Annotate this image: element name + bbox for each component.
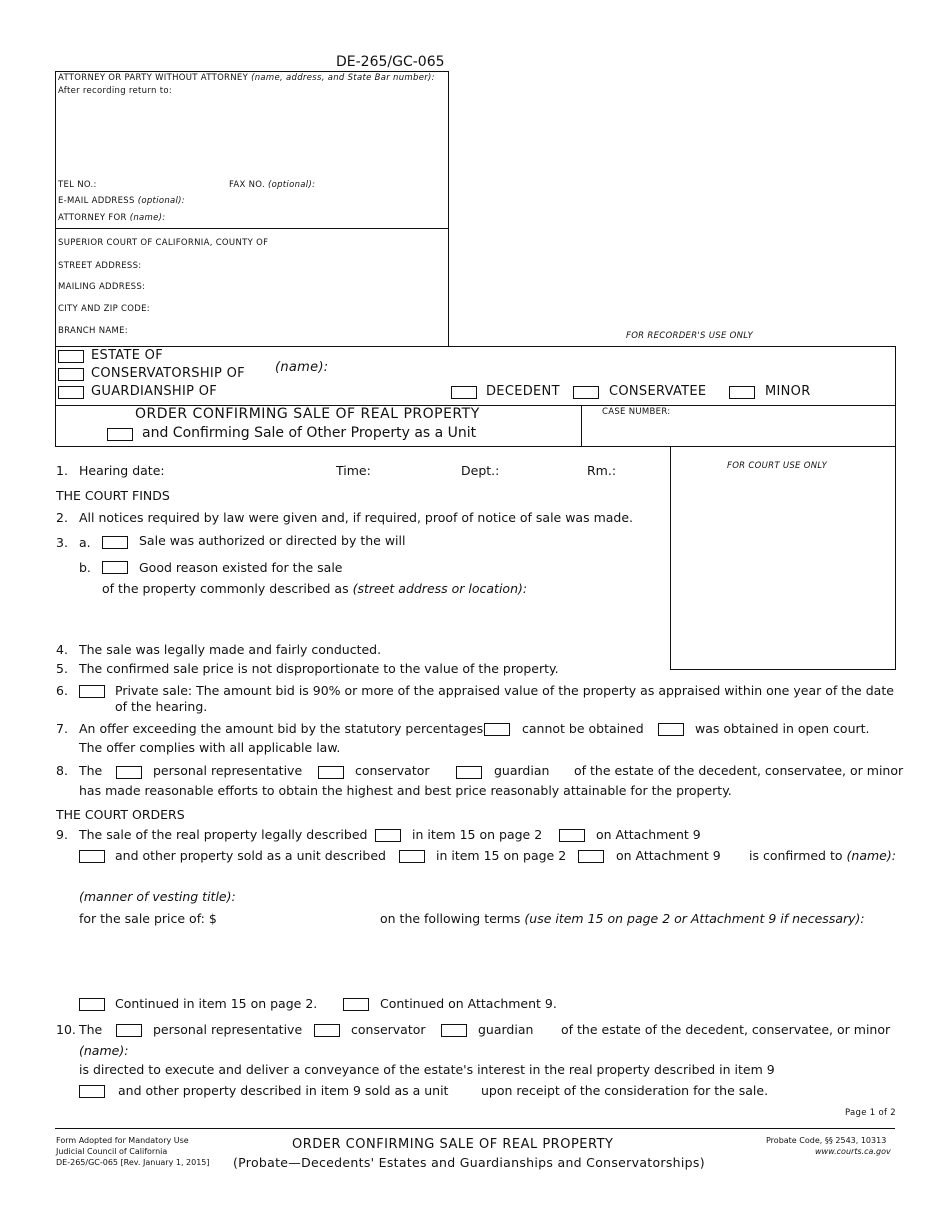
item-8-guardian-checkbox[interactable] xyxy=(456,766,482,779)
item-number: 10. xyxy=(56,1022,76,1037)
item-number: 8. xyxy=(56,763,68,778)
other-attachment-checkbox[interactable] xyxy=(578,850,604,863)
item-10-name-label: (name): xyxy=(79,1043,129,1058)
continued-attachment-checkbox[interactable] xyxy=(343,998,369,1011)
guardianship-of-checkbox[interactable] xyxy=(58,386,84,399)
footer-probate-code: Probate Code, §§ 2543, 10313 xyxy=(766,1136,887,1145)
item-5-text: The confirmed sale price is not disproportionate to the value of the property. xyxy=(79,661,559,676)
item-2-text: All notices required by law were given and, if required, proof of notice of sale was made. xyxy=(79,510,634,525)
continued-attachment-label: Continued on Attachment 9. xyxy=(380,996,557,1011)
hearing-date-label: Hearing date: xyxy=(79,463,165,478)
item-3a-letter: a. xyxy=(79,535,91,550)
item-10-guardian-checkbox[interactable] xyxy=(441,1024,467,1037)
decedent-checkbox[interactable] xyxy=(451,386,477,399)
room-label: Rm.: xyxy=(587,463,617,478)
conservatee-label: CONSERVATEE xyxy=(609,384,707,399)
item-7-text-cont: The offer complies with all applicable law. xyxy=(79,740,341,755)
case-number-label: CASE NUMBER: xyxy=(602,407,671,417)
item-3b-text: Good reason existed for the sale xyxy=(139,560,343,575)
other-in-item-15-checkbox[interactable] xyxy=(399,850,425,863)
item-3b-checkbox[interactable] xyxy=(102,561,128,574)
other-in-item-15-label: in item 15 on page 2 xyxy=(436,848,567,863)
item-number: 3. xyxy=(56,535,68,550)
other-property-checkbox[interactable] xyxy=(79,850,105,863)
item-9-text: The sale of the real property legally described xyxy=(79,827,368,842)
continued-item-15-label: Continued in item 15 on page 2. xyxy=(115,996,318,1011)
estate-of-label: ESTATE OF xyxy=(91,348,163,363)
email-label: E-MAIL ADDRESS (optional): xyxy=(58,196,185,206)
item-number: 1. xyxy=(56,463,68,478)
item-number: 2. xyxy=(56,510,68,525)
item-10-text: of the estate of the decedent, conservatee, or minor xyxy=(561,1022,891,1037)
minor-label: MINOR xyxy=(765,384,811,399)
item-9-attachment-label: on Attachment 9 xyxy=(596,827,701,842)
fax-label: FAX NO. (optional): xyxy=(229,180,316,190)
estate-of-checkbox[interactable] xyxy=(58,350,84,363)
court-use-label: FOR COURT USE ONLY xyxy=(727,461,828,471)
item-10-guardian-label: guardian xyxy=(478,1022,534,1037)
item-3a-text: Sale was authorized or directed by the will xyxy=(139,533,406,548)
decedent-label: DECEDENT xyxy=(486,384,560,399)
item-9-in-item-15-label: in item 15 on page 2 xyxy=(412,827,543,842)
sale-price-label: for the sale price of: $ xyxy=(79,911,217,926)
form-number: DE-265/GC-065 xyxy=(336,54,445,70)
footer-subtitle: (Probate—Decedents' Estates and Guardianships and Conservatorships) xyxy=(233,1155,705,1170)
obtained-open-court-checkbox[interactable] xyxy=(658,723,684,736)
private-sale-checkbox[interactable] xyxy=(79,685,105,698)
item-number: 6. xyxy=(56,683,68,698)
item-9-in-item-15-checkbox[interactable] xyxy=(375,829,401,842)
footer-adopted: Form Adopted for Mandatory Use xyxy=(56,1136,189,1145)
item-9-attachment-checkbox[interactable] xyxy=(559,829,585,842)
item-8-conservator-label: conservator xyxy=(355,763,430,778)
item-number: 5. xyxy=(56,661,68,676)
footer-website: www.courts.ca.gov xyxy=(815,1147,891,1156)
item-number: 7. xyxy=(56,721,68,736)
item-6-text-cont: of the hearing. xyxy=(115,699,208,714)
city-zip-label: CITY AND ZIP CODE: xyxy=(58,304,150,314)
item-10-the: The xyxy=(79,1022,103,1037)
conservatee-checkbox[interactable] xyxy=(573,386,599,399)
attorney-header: ATTORNEY OR PARTY WITHOUT ATTORNEY (name, address, and State Bar number): xyxy=(58,73,435,83)
obtained-open-court-label: was obtained in open court. xyxy=(695,721,870,736)
cannot-be-obtained-checkbox[interactable] xyxy=(484,723,510,736)
item-number: 9. xyxy=(56,827,68,842)
item-10-conservator-checkbox[interactable] xyxy=(314,1024,340,1037)
item-8-personal-rep-label: personal representative xyxy=(153,763,303,778)
court-use-box xyxy=(670,446,896,670)
item-8-guardian-label: guardian xyxy=(494,763,550,778)
item-6-text: Private sale: The amount bid is 90% or more of the appraised value of the property as appraised within one year of the date xyxy=(115,683,894,698)
footer-title: ORDER CONFIRMING SALE OF REAL PROPERTY xyxy=(292,1137,614,1152)
court-orders-heading: THE COURT ORDERS xyxy=(56,807,185,822)
item-3a-checkbox[interactable] xyxy=(102,536,128,549)
item-8-personal-rep-checkbox[interactable] xyxy=(116,766,142,779)
item-10-other-property-label: and other property described in item 9 sold as a unit xyxy=(118,1083,449,1098)
property-description-label: of the property commonly described as (street address or location): xyxy=(102,581,528,596)
attorney-for-label: ATTORNEY FOR (name): xyxy=(58,213,166,223)
page-number: Page 1 of 2 xyxy=(845,1108,896,1118)
item-10-personal-rep-checkbox[interactable] xyxy=(116,1024,142,1037)
item-10-consideration-text: upon receipt of the consideration for the sale. xyxy=(481,1083,769,1098)
form-subtitle: and Confirming Sale of Other Property as a Unit xyxy=(142,425,477,441)
terms-label: on the following terms (use item 15 on page 2 or Attachment 9 if necessary): xyxy=(380,911,865,926)
other-property-label: and other property sold as a unit described xyxy=(115,848,386,863)
item-10-other-property-checkbox[interactable] xyxy=(79,1085,105,1098)
other-property-unit-checkbox[interactable] xyxy=(107,428,133,441)
time-label: Time: xyxy=(336,463,371,478)
tel-label: TEL NO.: xyxy=(58,180,97,190)
county-label: SUPERIOR COURT OF CALIFORNIA, COUNTY OF xyxy=(58,238,269,248)
item-8-text-cont: has made reasonable efforts to obtain the highest and best price reasonably attainable for the property. xyxy=(79,783,732,798)
footer-revision: DE-265/GC-065 [Rev. January 1, 2015] xyxy=(56,1158,210,1167)
conservatorship-of-checkbox[interactable] xyxy=(58,368,84,381)
street-label: STREET ADDRESS: xyxy=(58,261,142,271)
branch-label: BRANCH NAME: xyxy=(58,326,128,336)
dept-label: Dept.: xyxy=(461,463,500,478)
minor-checkbox[interactable] xyxy=(729,386,755,399)
vesting-title-label: (manner of vesting title): xyxy=(79,889,236,904)
court-finds-heading: THE COURT FINDS xyxy=(56,488,170,503)
item-4-text: The sale was legally made and fairly conducted. xyxy=(79,642,382,657)
item-8-conservator-checkbox[interactable] xyxy=(318,766,344,779)
mailing-label: MAILING ADDRESS: xyxy=(58,282,146,292)
item-7-text: An offer exceeding the amount bid by the statutory percentages xyxy=(79,721,484,736)
footer-council: Judicial Council of California xyxy=(56,1147,168,1156)
conservatorship-of-label: CONSERVATORSHIP OF xyxy=(91,366,245,381)
item-8-text: of the estate of the decedent, conservatee, or minor xyxy=(574,763,904,778)
after-recording-label: After recording return to: xyxy=(58,86,172,96)
form-title: ORDER CONFIRMING SALE OF REAL PROPERTY xyxy=(135,406,480,422)
item-number: 4. xyxy=(56,642,68,657)
confirmed-to-label: is confirmed to (name): xyxy=(749,848,896,863)
item-8-the: The xyxy=(79,763,103,778)
item-10-conveyance-text: is directed to execute and deliver a conveyance of the estate's interest in the real property described in item 9 xyxy=(79,1062,775,1077)
estate-name-label: (name): xyxy=(275,360,329,375)
guardianship-of-label: GUARDIANSHIP OF xyxy=(91,384,218,399)
continued-item-15-checkbox[interactable] xyxy=(79,998,105,1011)
item-10-personal-rep-label: personal representative xyxy=(153,1022,303,1037)
item-10-conservator-label: conservator xyxy=(351,1022,426,1037)
item-3b-letter: b. xyxy=(79,560,91,575)
other-attachment-label: on Attachment 9 xyxy=(616,848,721,863)
recorder-use-label: FOR RECORDER'S USE ONLY xyxy=(626,331,754,341)
cannot-be-obtained-label: cannot be obtained xyxy=(522,721,644,736)
